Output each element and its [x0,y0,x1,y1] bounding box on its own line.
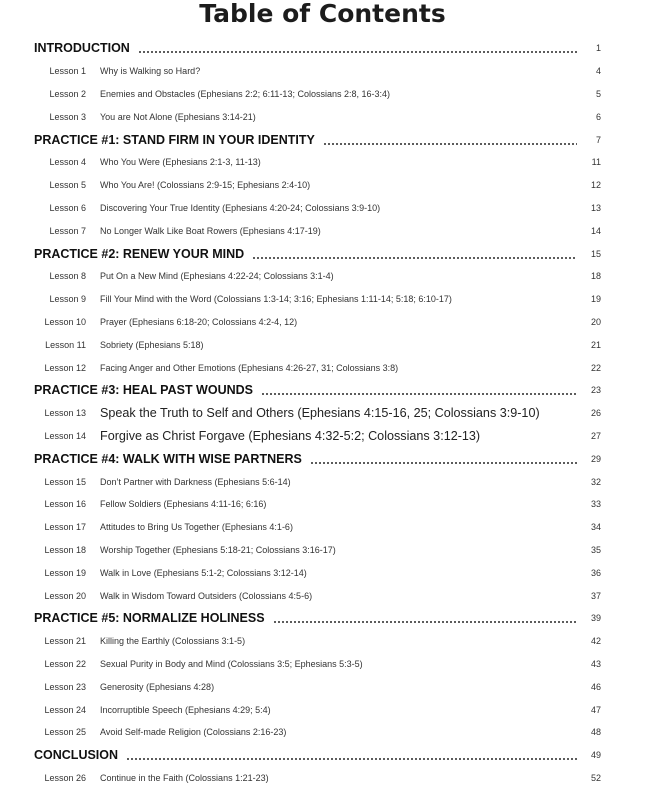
dot-leader [126,749,577,761]
page-number: 20 [577,317,601,327]
lesson-title: Walk in Love (Ephesians 5:1-2; Colossians 3:12-14) [100,568,577,578]
toc-lesson-row [0,425,645,448]
toc-lesson-row [0,151,645,174]
lesson-title: Avoid Self-made Religion (Colossians 2:16-23) [100,727,577,737]
section-title: PRACTICE #2: RENEW YOUR MIND [34,247,244,261]
lesson-number: Lesson 4 [34,157,100,167]
lesson-title: Who You Are! (Colossians 2:9-15; Ephesians 2:4-10) [100,180,577,190]
lesson-number: Lesson 19 [34,568,100,578]
lesson-number: Lesson 7 [34,226,100,236]
page-number: 19 [577,294,601,304]
lesson-number: Lesson 11 [34,340,100,350]
toc-lesson-row [0,721,645,744]
toc-lesson-row [0,356,645,379]
lesson-title: Walk in Wisdom Toward Outsiders (Colossians 4:5-6) [100,591,577,601]
page-number: 33 [577,499,601,509]
lesson-number: Lesson 5 [34,180,100,190]
lesson-number: Lesson 25 [34,727,100,737]
lesson-title: Sexual Purity in Body and Mind (Colossians 3:5; Ephesians 5:3-5) [100,659,577,669]
toc-lesson-row [0,470,645,493]
lesson-title: Who You Were (Ephesians 2:1-3, 11-13) [100,157,577,167]
lesson-title: Forgive as Christ Forgave (Ephesians 4:32-5:2; Colossians 3:12-13) [100,429,577,443]
dot-leader [323,134,577,146]
lesson-number: Lesson 21 [34,636,100,646]
lesson-title: Continue in the Faith (Colossians 1:21-23) [100,773,577,783]
toc-lesson-row [0,516,645,539]
page-number: 15 [583,249,601,259]
table-of-contents [0,37,645,789]
lesson-title: Put On a New Mind (Ephesians 4:22-24; Colossians 3:1-4) [100,271,577,281]
page-number: 21 [577,340,601,350]
toc-lesson-row [0,539,645,562]
page-number: 36 [577,568,601,578]
lesson-title: Prayer (Ephesians 6:18-20; Colossians 4:2-4, 12) [100,317,577,327]
page-number: 39 [583,613,601,623]
page-number: 13 [577,203,601,213]
toc-lesson-row [0,197,645,220]
lesson-title: No Longer Walk Like Boat Rowers (Ephesians 4:17-19) [100,226,577,236]
toc-lesson-row [0,630,645,653]
toc-section-row [0,447,645,470]
lesson-number: Lesson 20 [34,591,100,601]
lesson-number: Lesson 26 [34,773,100,783]
toc-lesson-row [0,402,645,425]
toc-lesson-row [0,265,645,288]
toc-lesson-row [0,698,645,721]
lesson-number: Lesson 16 [34,499,100,509]
toc-lesson-row [0,333,645,356]
lesson-title: Why is Walking so Hard? [100,66,577,76]
page-number: 4 [577,66,601,76]
lesson-number: Lesson 9 [34,294,100,304]
lesson-number: Lesson 3 [34,112,100,122]
lesson-title: Don’t Partner with Darkness (Ephesians 5:6-14) [100,477,577,487]
section-title: INTRODUCTION [34,41,130,55]
lesson-title: Killing the Earthly (Colossians 3:1-5) [100,636,577,646]
lesson-number: Lesson 1 [34,66,100,76]
page-number: 32 [577,477,601,487]
toc-lesson-row [0,105,645,128]
lesson-number: Lesson 2 [34,89,100,99]
page-number: 29 [583,454,601,464]
page-number: 47 [577,705,601,715]
lesson-title: Speak the Truth to Self and Others (Ephesians 4:15-16, 25; Colossians 3:9-10) [100,406,577,420]
toc-lesson-row [0,311,645,334]
page-number: 34 [577,522,601,532]
toc-lesson-row [0,561,645,584]
lesson-number: Lesson 6 [34,203,100,213]
lesson-number: Lesson 18 [34,545,100,555]
lesson-number: Lesson 24 [34,705,100,715]
lesson-number: Lesson 12 [34,363,100,373]
page-number: 18 [577,271,601,281]
lesson-title: Enemies and Obstacles (Ephesians 2:2; 6:11-13; Colossians 2:8, 16-3:4) [100,89,577,99]
toc-section-row [0,37,645,60]
lesson-title: Sobriety (Ephesians 5:18) [100,340,577,350]
section-title: CONCLUSION [34,748,118,762]
dot-leader [310,453,577,465]
page-number: 11 [577,157,601,167]
toc-lesson-row [0,219,645,242]
toc-section-row [0,242,645,265]
dot-leader [252,248,577,260]
lesson-title: Incorruptible Speech (Ephesians 4:29; 5:4) [100,705,577,715]
lesson-title: Generosity (Ephesians 4:28) [100,682,577,692]
toc-lesson-row [0,653,645,676]
page-number: 46 [577,682,601,692]
lesson-number: Lesson 14 [34,431,100,441]
lesson-number: Lesson 15 [34,477,100,487]
page-number: 5 [577,89,601,99]
page-number: 6 [577,112,601,122]
toc-lesson-row [0,288,645,311]
lesson-number: Lesson 8 [34,271,100,281]
section-title: PRACTICE #3: HEAL PAST WOUNDS [34,383,253,397]
dot-leader [273,612,577,624]
page-title: Table of Contents [0,0,645,29]
page-number: 26 [577,408,601,418]
page-number: 37 [577,591,601,601]
dot-leader [261,384,577,396]
dot-leader [138,42,577,54]
toc-lesson-row [0,767,645,789]
lesson-number: Lesson 23 [34,682,100,692]
toc-section-row [0,128,645,151]
toc-lesson-row [0,675,645,698]
toc-lesson-row [0,60,645,83]
page-number: 23 [583,385,601,395]
toc-lesson-row [0,83,645,106]
toc-section-row [0,607,645,630]
page-number: 43 [577,659,601,669]
page-number: 49 [583,750,601,760]
page-number: 22 [577,363,601,373]
page-number: 1 [583,43,601,53]
section-title: PRACTICE #1: STAND FIRM IN YOUR IDENTITY [34,133,315,147]
lesson-title: You are Not Alone (Ephesians 3:14-21) [100,112,577,122]
toc-lesson-row [0,493,645,516]
page-number: 35 [577,545,601,555]
lesson-title: Facing Anger and Other Emotions (Ephesians 4:26-27, 31; Colossians 3:8) [100,363,577,373]
page-number: 48 [577,727,601,737]
section-title: PRACTICE #5: NORMALIZE HOLINESS [34,611,265,625]
toc-section-row [0,379,645,402]
lesson-number: Lesson 17 [34,522,100,532]
page-number: 52 [577,773,601,783]
lesson-number: Lesson 22 [34,659,100,669]
toc-lesson-row [0,174,645,197]
page-number: 12 [577,180,601,190]
lesson-title: Discovering Your True Identity (Ephesians 4:20-24; Colossians 3:9-10) [100,203,577,213]
toc-lesson-row [0,584,645,607]
lesson-number: Lesson 13 [34,408,100,418]
page-number: 7 [583,135,601,145]
lesson-title: Fellow Soldiers (Ephesians 4:11-16; 6:16) [100,499,577,509]
lesson-title: Fill Your Mind with the Word (Colossians 1:3-14; 3:16; Ephesians 1:11-14; 5:18; 6:10-17) [100,294,577,304]
toc-section-row [0,744,645,767]
lesson-title: Worship Together (Ephesians 5:18-21; Colossians 3:16-17) [100,545,577,555]
page-number: 42 [577,636,601,646]
lesson-number: Lesson 10 [34,317,100,327]
lesson-title: Attitudes to Bring Us Together (Ephesians 4:1-6) [100,522,577,532]
section-title: PRACTICE #4: WALK WITH WISE PARTNERS [34,452,302,466]
page-number: 27 [577,431,601,441]
page-number: 14 [577,226,601,236]
